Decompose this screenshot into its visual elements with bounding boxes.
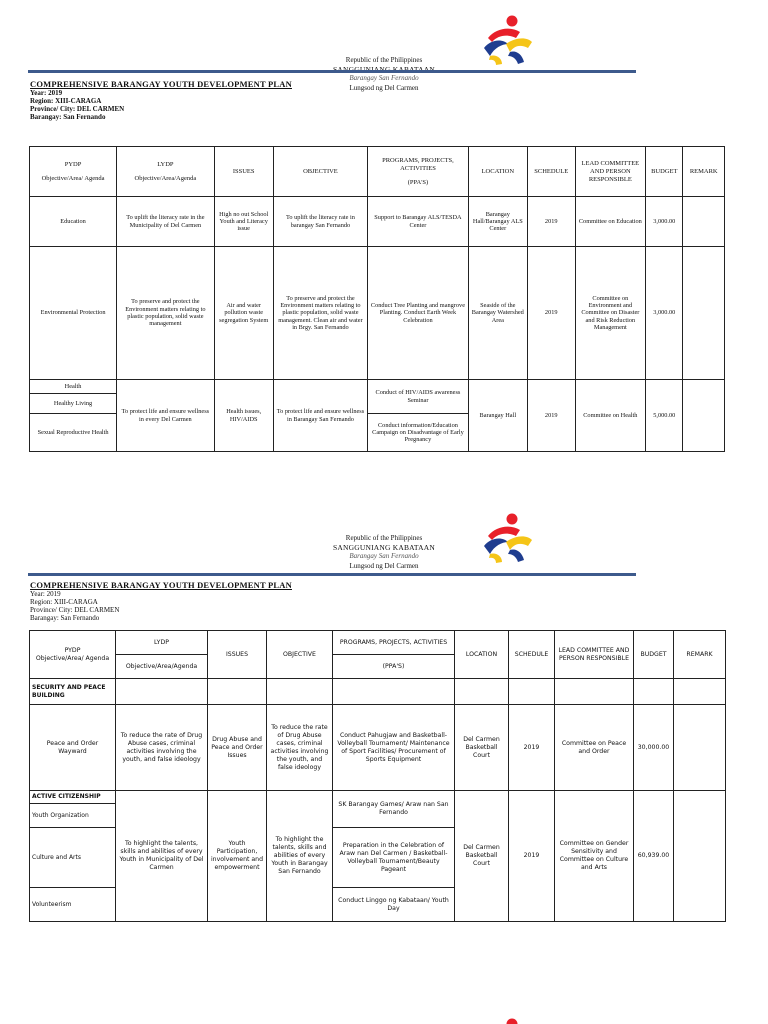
cell-pydp: Education bbox=[30, 197, 117, 247]
cell-lydp: To reduce the rate of Drug Abuse cases, criminal activities involving the youth, and false ideology bbox=[116, 705, 208, 791]
header-lungsod: Lungsod ng Del Carmen bbox=[349, 562, 419, 570]
empty-cell bbox=[674, 679, 726, 705]
col-budget: BUDGET bbox=[646, 147, 683, 197]
youth-plan-table-2 bbox=[29, 630, 726, 922]
table-row bbox=[30, 247, 725, 380]
cell-remark bbox=[683, 197, 725, 247]
empty-cell bbox=[555, 679, 634, 705]
col-lydp-sub: Objective/Area/Agenda bbox=[116, 655, 208, 679]
col-budget: BUDGET bbox=[634, 631, 674, 679]
cell-pydp: Environmental Protection bbox=[30, 247, 117, 380]
cell-ppa: Conduct Pahugjaw and Basketball-Volleyball Tournament/ Maintenance of Sport Facilities/ Procurement of Sports Equipment bbox=[333, 705, 455, 791]
col-ppa: PROGRAMS, PROJECTS, ACTIVITIES bbox=[333, 631, 455, 655]
col-schedule: SCHEDULE bbox=[527, 147, 575, 197]
cell-issues: Drug Abuse and Peace and Order Issues bbox=[208, 705, 267, 791]
col-ppa-sub: (PPA'S) bbox=[407, 178, 429, 186]
col-remark: REMARK bbox=[674, 631, 726, 679]
col-pydp-sub: Objective/Area/ Agenda bbox=[41, 174, 105, 182]
header-barangay: Barangay San Fernando bbox=[349, 74, 419, 82]
col-ppa-label: PROGRAMS, PROJECTS, ACTIVITIES bbox=[382, 156, 454, 172]
header-rule bbox=[28, 70, 636, 73]
table-row bbox=[30, 705, 726, 791]
youth-plan-table-1 bbox=[29, 146, 725, 452]
cell-budget: 3,000.00 bbox=[646, 247, 683, 380]
cell-pydp: Healthy Living bbox=[30, 394, 117, 414]
cell-ppa: Conduct information/Education Campaign on Disadvantage of Early Pregnancy bbox=[368, 414, 469, 452]
col-lydp: LYDP bbox=[116, 631, 208, 655]
cell-schedule: 2019 bbox=[527, 247, 575, 380]
cell-lead: Committee on Peace and Order bbox=[555, 705, 634, 791]
cell-pydp: Culture and Arts bbox=[30, 828, 116, 888]
cell-ppa: SK Barangay Games/ Araw nan San Fernando bbox=[333, 791, 455, 828]
col-pydp-sub: Objective/Area/ Agenda bbox=[35, 654, 110, 662]
document-page-2 bbox=[0, 500, 768, 940]
plan-title: COMPREHENSIVE BARANGAY YOUTH DEVELOPMENT PLAN bbox=[30, 580, 292, 590]
plan-info bbox=[30, 79, 292, 121]
document-page-1 bbox=[0, 0, 768, 470]
cell-location: Del Carmen Basketball Court bbox=[455, 791, 509, 922]
section-row bbox=[30, 679, 726, 705]
sk-logo-icon bbox=[476, 14, 536, 66]
cell-lead: Committee on Health bbox=[575, 380, 646, 452]
empty-cell bbox=[267, 679, 333, 705]
cell-issues: Air and water pollution waste segregation System bbox=[214, 247, 273, 380]
header-council: SANGGUNIANG KABATAAN bbox=[333, 543, 435, 552]
plan-barangay: Barangay: San Fernando bbox=[30, 614, 100, 622]
cell-lead: Committee on Gender Sensitivity and Committee on Culture and Arts bbox=[555, 791, 634, 922]
cell-ppa: Preparation in the Celebration of Araw nan Del Carmen / Basketball-Volleyball Tournament/Beauty Pageant bbox=[333, 828, 455, 888]
section-row bbox=[30, 791, 726, 804]
col-lydp-sub: Objective/Area/Agenda bbox=[134, 174, 197, 182]
cell-remark bbox=[674, 791, 726, 922]
header-barangay: Barangay San Fernando bbox=[349, 552, 419, 560]
cell-location: Barangay Hall/Barangay ALS Center bbox=[468, 197, 527, 247]
table-row bbox=[30, 197, 725, 247]
empty-cell bbox=[116, 679, 208, 705]
cell-objective: To uplift the literacy rate in barangay San Fernando bbox=[273, 197, 367, 247]
col-objective: OBJECTIVE bbox=[273, 147, 367, 197]
table-header-row bbox=[30, 147, 725, 197]
cell-pydp: Volunteerism bbox=[30, 888, 116, 922]
empty-cell bbox=[333, 679, 455, 705]
cell-lead: Committee on Education bbox=[575, 197, 646, 247]
cell-lydp: To highlight the talents, skills and abilities of every Youth in Municipality of Del Carmen bbox=[116, 791, 208, 922]
plan-info bbox=[30, 580, 292, 622]
cell-objective: To highlight the talents, skills and abilities of every Youth in Barangay San Fernando bbox=[267, 791, 333, 922]
cell-objective: To preserve and protect the Environment matters relating to plastic population, solid waste management. Clean air and water in Brgy. San Fernando bbox=[273, 247, 367, 380]
plan-province: Province/ City: DEL CARMEN bbox=[30, 606, 120, 614]
cell-schedule: 2019 bbox=[527, 197, 575, 247]
cell-budget: 60,939.00 bbox=[634, 791, 674, 922]
cell-remark bbox=[683, 247, 725, 380]
sk-logo-icon bbox=[476, 1017, 536, 1024]
col-pydp-label: PYDP bbox=[64, 160, 82, 168]
col-ppa-sub: (PPA'S) bbox=[333, 655, 455, 679]
cell-location: Seaside of the Barangay Watershed Area bbox=[468, 247, 527, 380]
col-pydp bbox=[30, 631, 116, 679]
cell-budget: 5,000.00 bbox=[646, 380, 683, 452]
plan-province: Province/ City: DEL CARMEN bbox=[30, 105, 125, 113]
cell-remark bbox=[674, 705, 726, 791]
section-security-label: SECURITY AND PEACE BUILDING bbox=[30, 679, 116, 705]
empty-cell bbox=[634, 679, 674, 705]
col-location: LOCATION bbox=[455, 631, 509, 679]
cell-schedule: 2019 bbox=[509, 791, 555, 922]
cell-lydp: To preserve and protect the Environment matters relating to plastic population, solid waste management bbox=[117, 247, 215, 380]
table-header-row bbox=[30, 631, 726, 655]
header-republic: Republic of the Philippines bbox=[345, 534, 423, 542]
col-remark: REMARK bbox=[683, 147, 725, 197]
col-pydp-label: PYDP bbox=[64, 646, 81, 654]
plan-barangay: Barangay: San Fernando bbox=[30, 113, 106, 121]
table-row bbox=[30, 380, 725, 394]
col-lead: LEAD COMMITTEE AND PERSON RESPONSIBLE bbox=[575, 147, 646, 197]
cell-pydp: Health bbox=[30, 380, 117, 394]
document-page-3 bbox=[0, 1005, 768, 1024]
cell-pydp: Sexual Reproductive Health bbox=[30, 414, 117, 452]
cell-budget: 30,000.00 bbox=[634, 705, 674, 791]
col-ppa bbox=[368, 147, 469, 197]
header-lungsod: Lungsod ng Del Carmen bbox=[349, 84, 419, 92]
col-issues: ISSUES bbox=[214, 147, 273, 197]
cell-issues: High no out School Youth and Literacy issue bbox=[214, 197, 273, 247]
cell-budget: 3,000.00 bbox=[646, 197, 683, 247]
cell-ppa: Conduct Linggo ng Kabataan/ Youth Day bbox=[333, 888, 455, 922]
col-pydp bbox=[30, 147, 117, 197]
sk-logo-icon bbox=[476, 512, 536, 564]
cell-location: Barangay Hall bbox=[468, 380, 527, 452]
cell-lead: Committee on Environment and Committee on Disaster and Risk Reduction Management bbox=[575, 247, 646, 380]
cell-issues: Health issues, HIV/AIDS bbox=[214, 380, 273, 452]
col-schedule: SCHEDULE bbox=[509, 631, 555, 679]
cell-ppa: Support to Barangay ALS/TESDA Center bbox=[368, 197, 469, 247]
header-republic: Republic of the Philippines bbox=[345, 56, 423, 64]
cell-ppa: Conduct of HIV/AIDS awareness Seminar bbox=[368, 380, 469, 414]
empty-cell bbox=[455, 679, 509, 705]
header-rule bbox=[28, 573, 636, 576]
col-lydp bbox=[117, 147, 215, 197]
cell-lydp: To protect life and ensure wellness in every Del Carmen bbox=[117, 380, 215, 452]
cell-remark bbox=[683, 380, 725, 452]
cell-objective: To reduce the rate of Drug Abuse cases, criminal activities involving the youth, and false ideology bbox=[267, 705, 333, 791]
cell-schedule: 2019 bbox=[527, 380, 575, 452]
cell-location: Del Carmen Basketball Court bbox=[455, 705, 509, 791]
cell-ppa: Conduct Tree Planting and mangrove Planting. Conduct Earth Week Celebration bbox=[368, 247, 469, 380]
cell-pydp: Peace and Order Wayward bbox=[30, 705, 116, 791]
plan-region: Region: XIII-CARAGA bbox=[30, 598, 98, 606]
col-objective: OBJECTIVE bbox=[267, 631, 333, 679]
plan-year: Year: 2019 bbox=[30, 89, 63, 97]
col-lead: LEAD COMMITTEE AND PERSON RESPONSIBLE bbox=[555, 631, 634, 679]
page-header bbox=[0, 534, 768, 571]
cell-pydp: Youth Organization bbox=[30, 804, 116, 828]
empty-cell bbox=[208, 679, 267, 705]
plan-title: COMPREHENSIVE BARANGAY YOUTH DEVELOPMENT PLAN bbox=[30, 79, 292, 89]
section-citizenship-label: ACTIVE CITIZENSHIP bbox=[30, 791, 116, 804]
plan-region: Region: XIII-CARAGA bbox=[30, 97, 102, 105]
plan-year: Year: 2019 bbox=[30, 590, 61, 598]
cell-objective: To protect life and ensure wellness in Barangay San Fernando bbox=[273, 380, 367, 452]
cell-schedule: 2019 bbox=[509, 705, 555, 791]
cell-issues: Youth Participation, involvement and empowerment bbox=[208, 791, 267, 922]
col-lydp-label: LYDP bbox=[157, 160, 174, 168]
empty-cell bbox=[509, 679, 555, 705]
col-issues: ISSUES bbox=[208, 631, 267, 679]
cell-lydp: To uplift the literacy rate in the Municipality of Del Carmen bbox=[117, 197, 215, 247]
col-location: LOCATION bbox=[468, 147, 527, 197]
